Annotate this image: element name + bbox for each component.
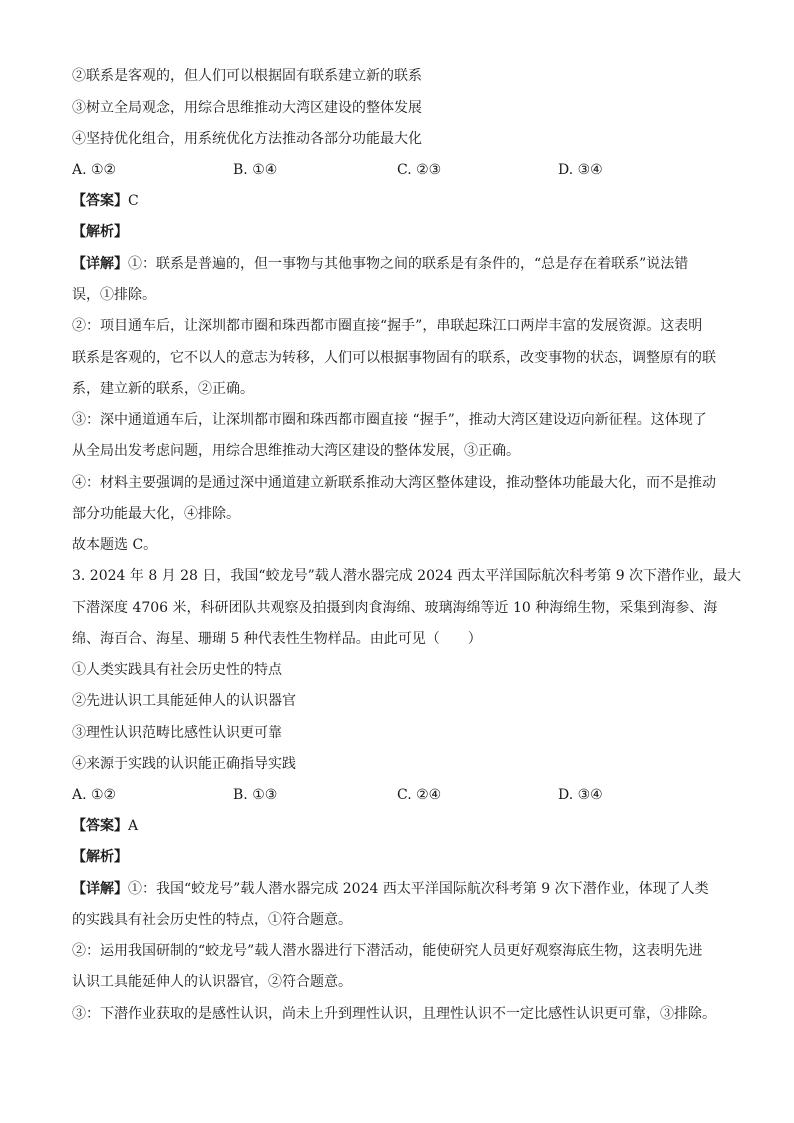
detail-line — [72, 254, 722, 274]
option-a: A. ①② — [72, 162, 117, 178]
statement-3: ③理性认识范畴比感性认识更可靠 — [72, 725, 282, 741]
statement-2: ②先进认识工具能延伸人的认识器官 — [72, 693, 296, 709]
question-stem: 3. 2024 年 8 月 28 日，我国“蛟龙号”载人潜水器完成 2024 西太平洋国际航次科考第 9 次下潜作业，最大 — [72, 568, 742, 584]
answer-tag: 【答案】 — [72, 193, 128, 209]
detail-text: 从全局出发考虑问题，用综合思维推动大湾区建设的整体发展，③正确。 — [72, 443, 520, 459]
detail-tag: 【详解】 — [72, 256, 128, 272]
option-b: B. ①③ — [233, 787, 278, 803]
choice-item-4: ④坚持优化组合，用系统优化方法推动各部分功能最大化 — [72, 131, 422, 147]
question-stem: 绵、海百合、海星、珊瑚 5 种代表性生物样品。由此可见（ ） — [72, 631, 482, 647]
option-b: B. ①④ — [233, 162, 278, 178]
detail-text: 的实践具有社会历史性的特点，①符合题意。 — [72, 912, 352, 928]
conclusion-text: 故本题选 C。 — [72, 537, 158, 553]
choice-item-3: ③树立全局观念，用综合思维推动大湾区建设的整体发展 — [72, 100, 422, 116]
analysis-heading — [72, 222, 722, 242]
option-c: C. ②④ — [397, 787, 442, 803]
statement-1: ①人类实践具有社会历史性的特点 — [72, 662, 282, 678]
analysis-heading — [72, 847, 722, 867]
option-a: A. ①② — [72, 787, 117, 803]
analysis-tag: 【解析】 — [72, 224, 128, 240]
answer-line — [72, 191, 722, 211]
answer-line — [72, 816, 722, 836]
answer-value: A — [128, 818, 139, 834]
option-d: D. ③④ — [558, 787, 603, 803]
options-row — [72, 785, 722, 805]
detail-text: 认识工具能延伸人的认识器官，②符合题意。 — [72, 974, 352, 990]
detail-text: ③：深中通道通车后，让深圳都市圈和珠西都市圈直接 “握手”，推动大湾区建设迈向新征程。这体现了 — [72, 412, 707, 428]
option-d: D. ③④ — [558, 162, 603, 178]
detail-text: ①：我国“蛟龙号”载人潜水器完成 2024 西太平洋国际航次科考第 9 次下潜作业，体现了人类 — [128, 881, 709, 897]
detail-text: 部分功能最大化，④排除。 — [72, 506, 240, 522]
detail-text: ②：运用我国研制的“蛟龙号”载人潜水器进行下潜活动，能使研究人员更好观察海底生物，这表明先进 — [72, 943, 703, 959]
detail-text: ③：下潜作业获取的是感性认识，尚未上升到理性认识，且理性认识不一定比感性认识更可靠，③排除。 — [72, 1006, 716, 1022]
statement-4: ④来源于实践的认识能正确指导实践 — [72, 756, 296, 772]
option-c: C. ②③ — [397, 162, 442, 178]
question-stem: 下潜深度 4706 米，科研团队共观察及拍摄到肉食海绵、玻璃海绵等近 10 种海绵生物，采集到海参、海 — [72, 600, 718, 616]
detail-text: ①：联系是普遍的，但一事物与其他事物之间的联系是有条件的，“总是存在着联系”说法错 — [128, 256, 689, 272]
answer-value: C — [128, 193, 139, 209]
detail-tag: 【详解】 — [72, 881, 128, 897]
detail-text: 系，建立新的联系，②正确。 — [72, 381, 254, 397]
detail-line — [72, 879, 722, 899]
choice-item-2: ②联系是客观的，但人们可以根据固有联系建立新的联系 — [72, 68, 422, 84]
analysis-tag: 【解析】 — [72, 849, 128, 865]
detail-text: 误，①排除。 — [72, 287, 156, 303]
answer-tag: 【答案】 — [72, 818, 128, 834]
options-row — [72, 160, 722, 180]
detail-text: ②：项目通车后，让深圳都市圈和珠西都市圈直接“握手”，串联起珠江口两岸丰富的发展资源。这表明 — [72, 318, 703, 334]
detail-text: 联系是客观的，它不以人的意志为转移，人们可以根据事物固有的联系，改变事物的状态，调整原有的联 — [72, 350, 716, 366]
detail-text: ④：材料主要强调的是通过深中通道建立新联系推动大湾区整体建设，推动整体功能最大化，而不是推动 — [72, 475, 716, 491]
